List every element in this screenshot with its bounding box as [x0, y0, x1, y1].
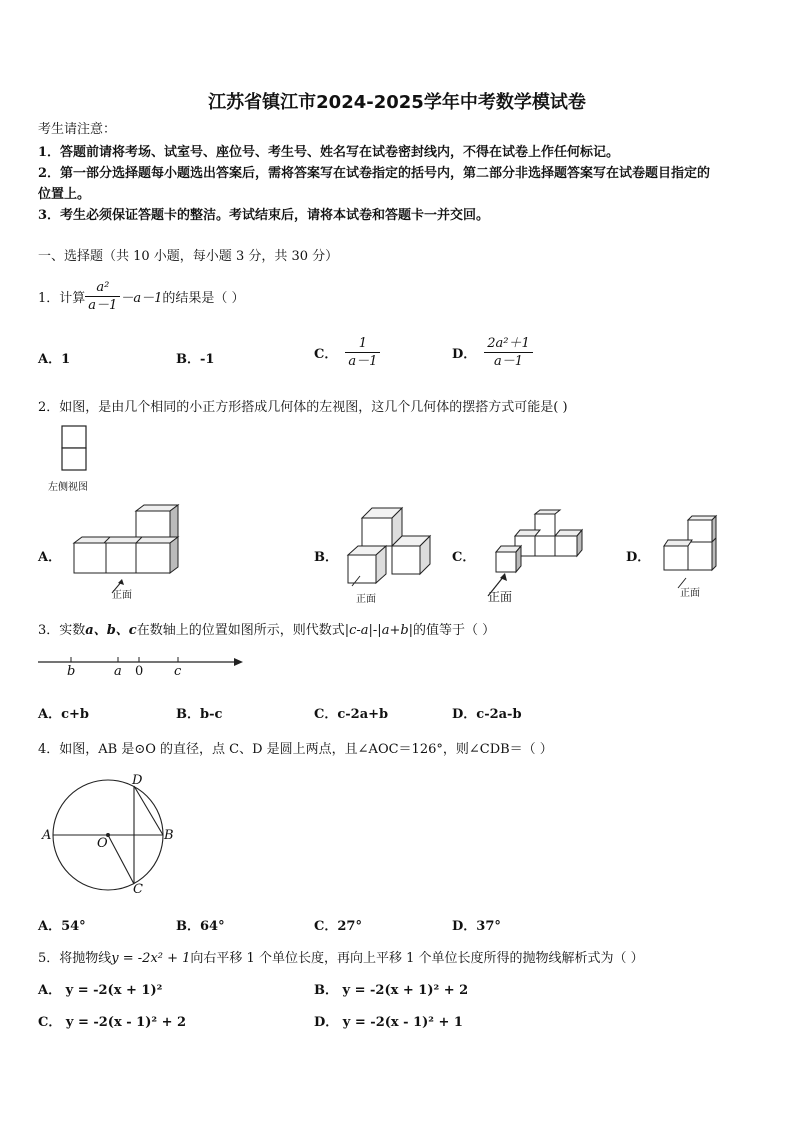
q2-option-d-front-label: 正面: [680, 588, 700, 599]
q2-option-a-front-label: 正面: [112, 590, 132, 601]
q3-option-b[interactable]: B．b-c: [176, 707, 223, 722]
q1-option-c-den: a－1: [348, 354, 378, 369]
q5-expr: y = -2x² + 1: [111, 951, 191, 966]
q3-option-d[interactable]: D．c-2a-b: [452, 707, 522, 722]
question-4: 4．如图，AB 是⊙O 的直径，点 C、D 是圆上两点，且∠AOC＝126°，则∠CDB＝（ ）: [38, 742, 553, 757]
section-heading: 一、选择题（共 10 小题，每小题 3 分，共 30 分）: [38, 249, 339, 264]
q5-option-c-text: C． y = -2(x - 1)² + 2: [38, 1015, 187, 1030]
q5-option-c[interactable]: [38, 1011, 186, 1030]
q5-prefix: 5．将抛物线: [38, 951, 112, 966]
q1-option-c-num: 1: [345, 336, 380, 353]
q1-option-b[interactable]: B．-1: [176, 352, 215, 367]
q3-mid: 在数轴上的位置如图所示，则代数式: [136, 623, 345, 638]
notice-heading: 考生请注意：: [38, 122, 117, 137]
q1-option-d-num: 2a²＋1: [484, 336, 533, 353]
q1-option-d[interactable]: [452, 336, 533, 369]
q2-option-c-label[interactable]: C．: [452, 550, 476, 565]
q2-option-b-label[interactable]: B．: [314, 550, 338, 565]
question-3: [38, 619, 495, 638]
page-title: 江苏省镇江市2024-2025学年中考数学模试卷: [208, 92, 586, 113]
q2-option-d-label[interactable]: D．: [626, 550, 651, 565]
q1-option-c-frac: [345, 336, 380, 369]
q1-mid: －a－1: [120, 290, 163, 306]
q3-suffix: 的值等于（ ）: [413, 623, 496, 638]
q1-option-c-label: C．: [314, 347, 338, 362]
axis-label-b: b: [67, 664, 76, 679]
q1-option-a[interactable]: A．1: [38, 352, 71, 367]
q5-option-d-text: D． y = -2(x - 1)² + 1: [314, 1015, 463, 1030]
q4-option-a[interactable]: A．54°: [38, 919, 86, 934]
notice-item-1: 1．答题前请将考场、试室号、座位号、考生号、姓名写在试卷密封线内，不得在试卷上作任何标记。: [38, 145, 620, 160]
q1-option-d-label: D．: [452, 347, 477, 362]
question-2: 2．如图，是由几个相同的小正方形搭成几何体的左视图，这几个几何体的摆搭方式可能是( ): [38, 400, 568, 415]
notice-item-2-cont: 位置上。: [38, 187, 91, 202]
q3-vars: a、b、c: [85, 623, 137, 638]
q1-option-d-frac: [484, 336, 533, 369]
q4-option-b[interactable]: B．64°: [176, 919, 225, 934]
q1-fraction: [85, 280, 120, 313]
point-label-d: D: [132, 773, 143, 788]
q2-option-a-label[interactable]: A．: [38, 550, 62, 565]
left-view-caption: 左侧视图: [48, 482, 88, 493]
q5-option-a-text: A． y = -2(x + 1)²: [38, 983, 163, 998]
question-5: [38, 947, 644, 966]
q3-prefix: 3．实数: [38, 623, 86, 638]
axis-label-c: c: [174, 664, 182, 679]
axis-label-zero: 0: [135, 664, 144, 679]
q5-suffix: 向右平移 1 个单位长度，再向上平移 1 个单位长度所得的抛物线解析式为（ ）: [190, 951, 644, 966]
q1-suffix: 的结果是（ ）: [162, 290, 245, 306]
notice-item-2: 2．第一部分选择题每小题选出答案后，需将答案写在试卷指定的括号内，第二部分非选择题答案写在试卷题目指定的: [38, 166, 711, 181]
q5-option-d[interactable]: [314, 1011, 463, 1030]
q3-expr: |c-a|-|a+b|: [344, 623, 414, 638]
q5-option-b[interactable]: [314, 979, 468, 998]
point-label-o: O: [97, 836, 108, 851]
point-label-b: B: [164, 828, 174, 843]
q5-option-a[interactable]: [38, 979, 162, 998]
q1-option-d-den: a－1: [494, 354, 524, 369]
q1-prefix: 1．计算: [38, 290, 86, 306]
q2-option-c-figure[interactable]: [480, 510, 590, 600]
q3-option-a[interactable]: A．c+b: [38, 707, 89, 722]
q1-frac-num: a²: [85, 280, 120, 297]
question-1: [38, 276, 244, 316]
q2-option-d-figure[interactable]: [656, 514, 726, 594]
q5-option-b-text: B． y = -2(x + 1)² + 2: [314, 983, 469, 998]
point-label-c: C: [133, 882, 143, 897]
q2-option-b-figure[interactable]: [340, 508, 435, 588]
q4-option-c[interactable]: C．27°: [314, 919, 362, 934]
notice-item-3: 3．考生必须保证答题卡的整洁。考试结束后，请将本试卷和答题卡一并交回。: [38, 208, 490, 223]
q2-option-c-front-label: 正面: [488, 590, 513, 604]
q3-option-c[interactable]: C．c-2a+b: [314, 707, 389, 722]
q4-option-d[interactable]: D．37°: [452, 919, 501, 934]
q2-option-b-front-label: 正面: [356, 594, 376, 605]
q1-option-c[interactable]: [314, 336, 380, 369]
point-label-a: A: [42, 828, 52, 843]
axis-label-a: a: [114, 664, 122, 679]
q1-frac-den: a－1: [88, 297, 118, 313]
